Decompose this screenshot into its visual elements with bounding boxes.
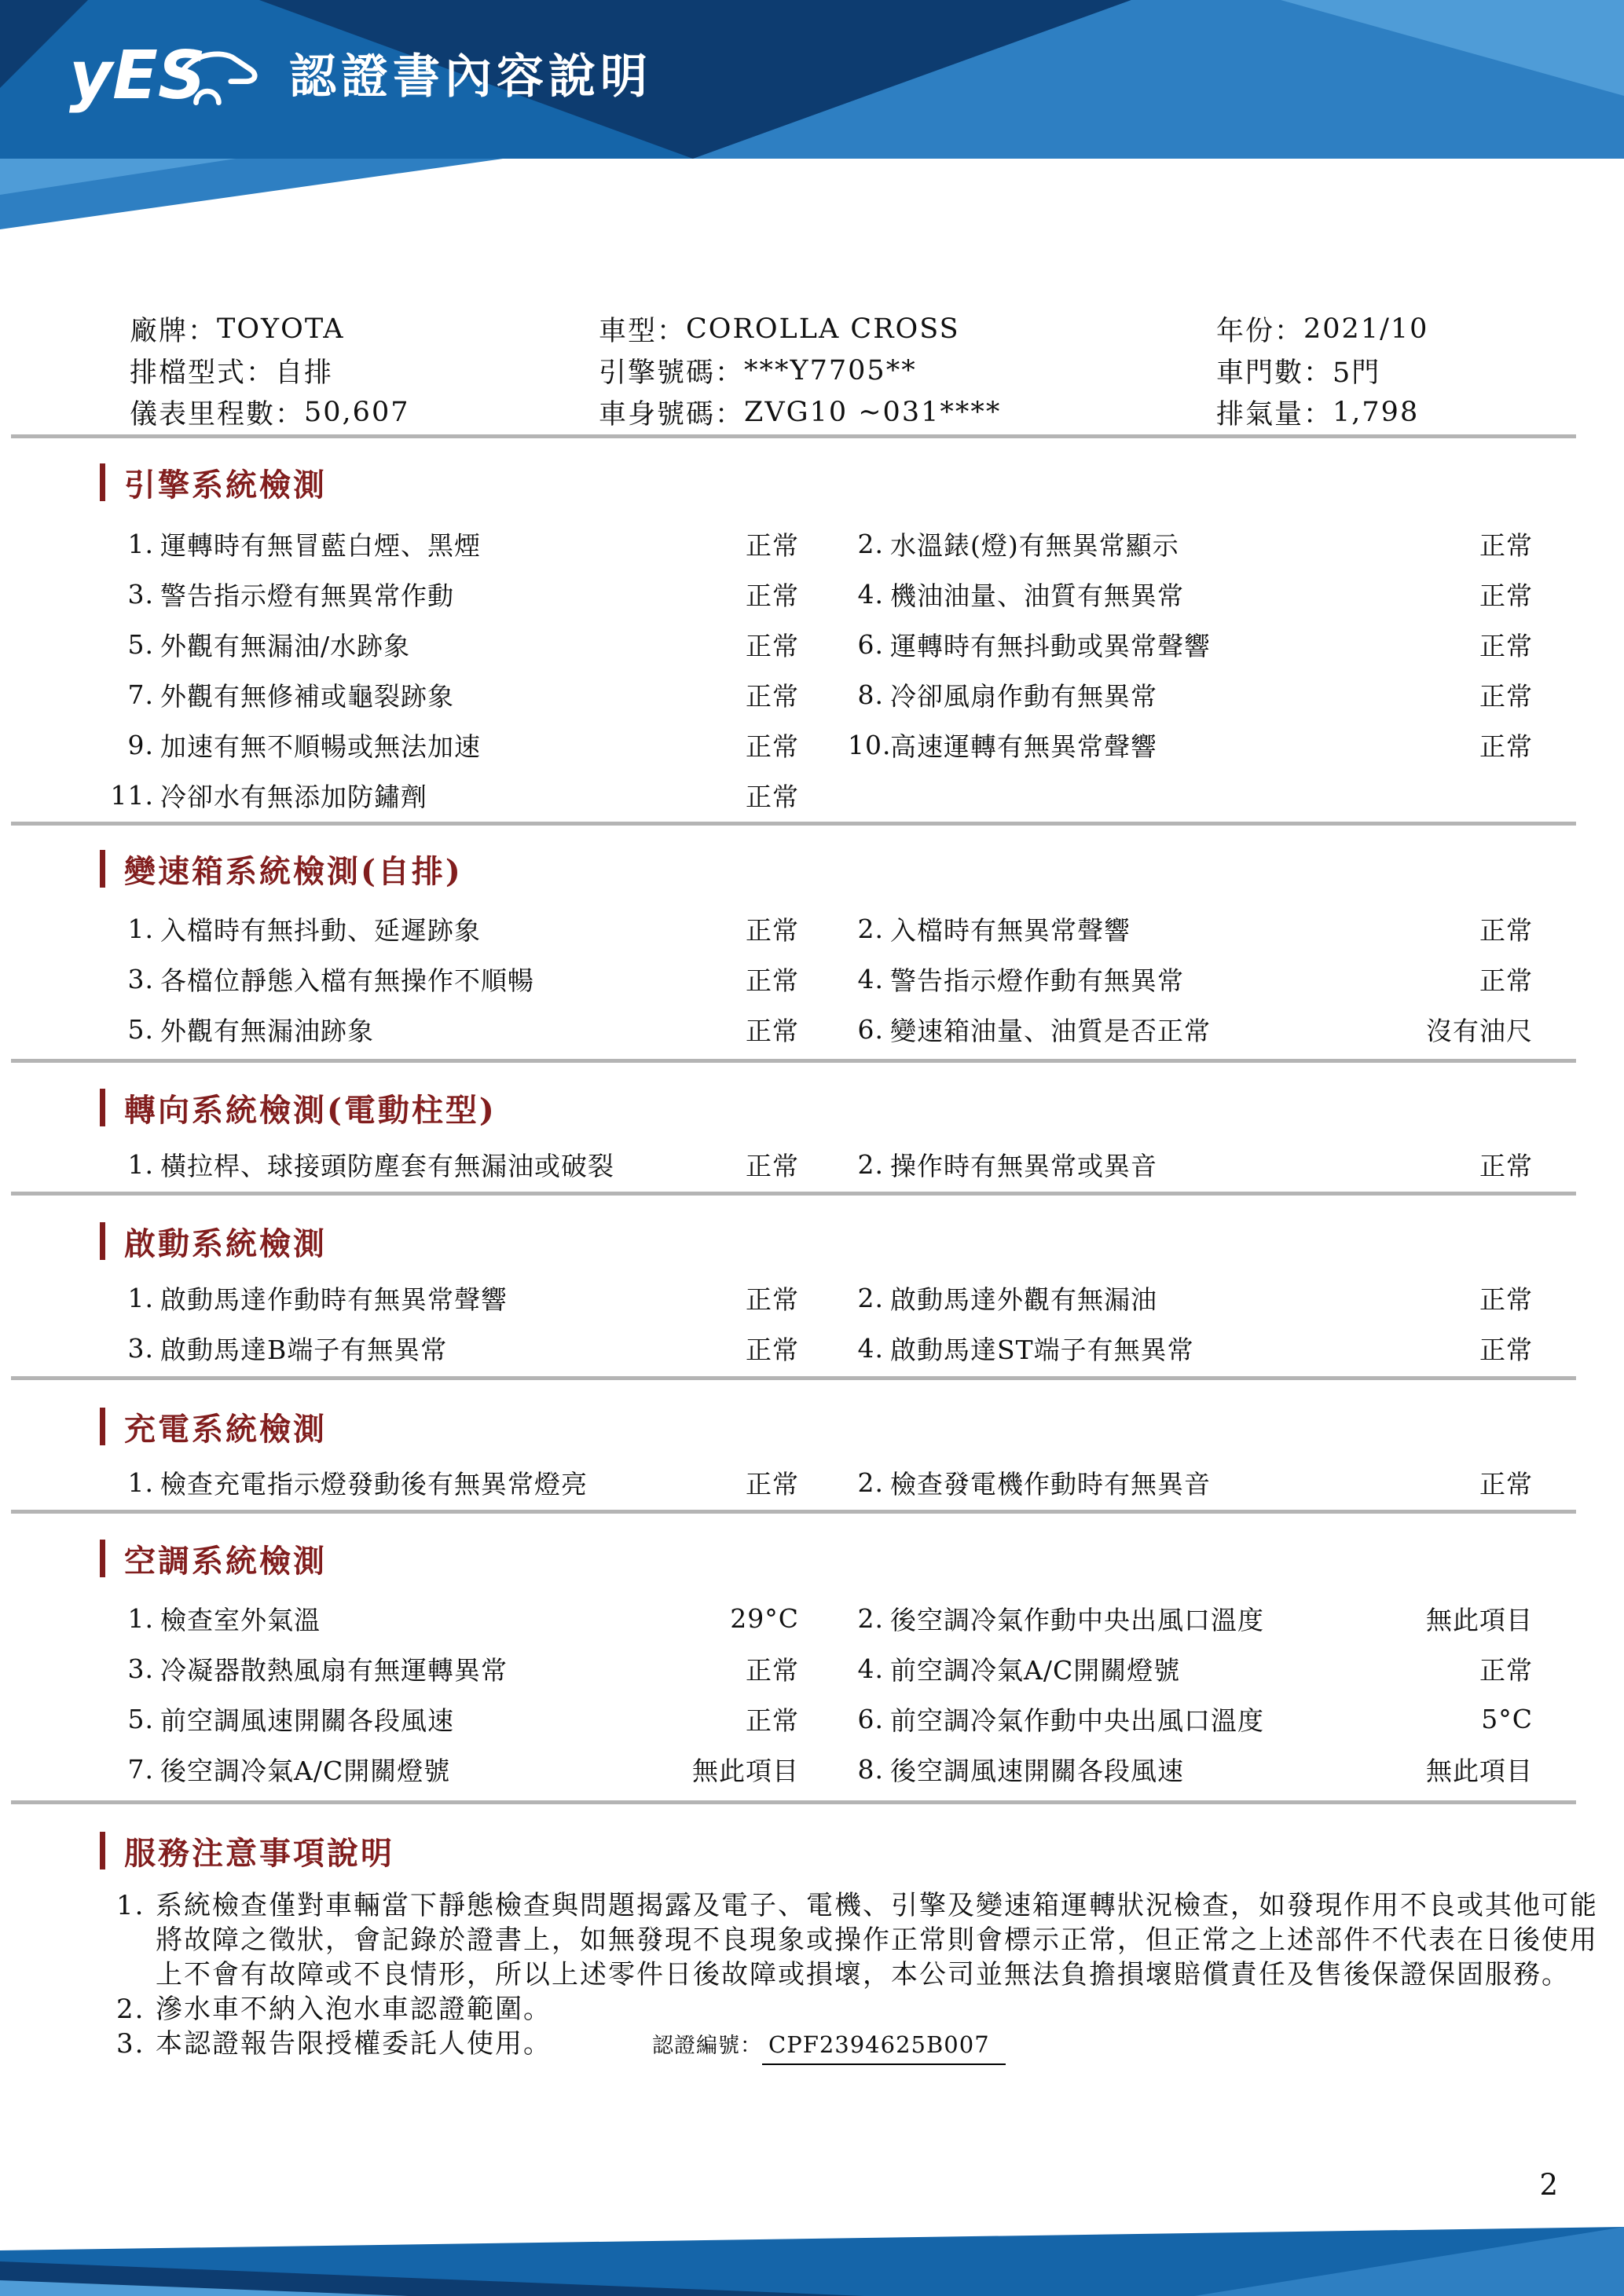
field-label: 車身號碼：: [599, 398, 745, 430]
inspection-item: [813, 1004, 1624, 1054]
inspection-item: [813, 1139, 1624, 1189]
item-label: 橫拉桿、球接頭防塵套有無漏油或破裂: [160, 1150, 614, 1181]
inspection-item: [0, 1593, 813, 1643]
item-label: 前空調冷氣A/C開關燈號: [890, 1654, 1181, 1686]
item-label: 冷卻風扇作動有無異常: [890, 680, 1157, 712]
item-label: 外觀有無修補或龜裂跡象: [160, 680, 454, 712]
inspection-item: [0, 1139, 813, 1189]
inspection-item: [0, 1273, 813, 1323]
item-number: 10.: [848, 729, 892, 760]
item-number: 5.: [127, 1013, 154, 1045]
inspection-item: [813, 1744, 1624, 1794]
item-number: 1.: [127, 1148, 154, 1180]
item-label: 啟動馬達B端子有無異常: [160, 1334, 448, 1365]
vehicle-info-column-3: [1216, 308, 1428, 433]
item-label: 入檔時有無抖動、延遲跡象: [160, 914, 481, 946]
field-label: 車型：: [599, 315, 687, 347]
item-number: 1.: [127, 1602, 154, 1634]
field-label: 排檔型式：: [130, 357, 276, 389]
item-number: 8.: [857, 679, 884, 710]
yes-logo-text: yES: [69, 35, 206, 114]
inspection-item: [0, 1457, 813, 1507]
item-number: 6.: [857, 628, 884, 660]
vehicle-info-field: [599, 308, 1001, 350]
header-banner: [0, 0, 1624, 229]
item-label: 前空調冷氣作動中央出風口溫度: [890, 1705, 1264, 1736]
item-number: 3.: [127, 1653, 154, 1684]
item-number: 2.: [857, 1148, 884, 1180]
item-number: 6.: [857, 1013, 884, 1045]
inspection-item: [813, 518, 1624, 569]
service-note: [116, 2027, 1624, 2065]
item-result: 正常: [746, 529, 799, 561]
footer-banner: [0, 2217, 1624, 2296]
vehicle-info-field: [599, 350, 1001, 391]
section-accent-bar: [100, 1540, 105, 1577]
section-title: 服務注意事項說明: [124, 1834, 394, 1872]
item-number: 11.: [110, 779, 154, 811]
item-result: 正常: [1479, 630, 1533, 661]
section-title: 引擎系統檢測: [124, 466, 327, 504]
item-number: 7.: [127, 1753, 154, 1785]
field-value: 2021/10: [1303, 313, 1429, 345]
item-result: 正常: [1479, 1283, 1533, 1315]
inspection-item: [813, 903, 1624, 954]
note-number: 2.: [116, 1994, 145, 2025]
inspection-section: [0, 463, 1624, 820]
vehicle-info-field: [130, 350, 409, 391]
vehicle-info-field: [1216, 308, 1428, 350]
inspection-item: [813, 720, 1624, 770]
vehicle-info-field: [1216, 391, 1428, 433]
item-result: 正常: [746, 630, 799, 661]
inspection-section: [0, 1408, 1624, 1507]
item-label: 啟動馬達ST端子有無異常: [890, 1334, 1194, 1365]
item-number: 4.: [857, 1332, 884, 1364]
service-notes-list: [0, 1888, 1624, 2065]
field-value: 自排: [275, 357, 334, 389]
item-result: 正常: [746, 1654, 799, 1686]
item-label: 後空調冷氣作動中央出風口溫度: [890, 1604, 1264, 1635]
inspection-item: [0, 669, 813, 720]
item-label: 冷卻水有無添加防鏽劑: [160, 781, 427, 812]
field-label: 排氣量：: [1216, 398, 1333, 430]
note-number: 3.: [116, 2028, 145, 2060]
section-divider: [11, 1800, 1576, 1804]
field-label: 車門數：: [1216, 357, 1333, 389]
item-label: 後空調風速開關各段風速: [890, 1755, 1184, 1786]
item-label: 警告指示燈作動有無異常: [890, 965, 1184, 996]
item-label: 檢查室外氣溫: [160, 1604, 321, 1635]
inspection-item: [0, 1643, 813, 1694]
item-number: 4.: [857, 1653, 884, 1684]
inspection-section: [0, 1222, 1624, 1373]
item-number: 1.: [127, 913, 154, 944]
service-note: [116, 1992, 1624, 2027]
item-number: 8.: [857, 1753, 884, 1785]
inspection-item: [813, 669, 1624, 720]
service-notes-section: [0, 1832, 1624, 2065]
item-label: 高速運轉有無異常聲響: [890, 731, 1157, 762]
inspection-item: [813, 1643, 1624, 1694]
item-number: 5.: [127, 1703, 154, 1734]
item-number: 2.: [857, 528, 884, 559]
item-label: 檢查充電指示燈發動後有無異常燈亮: [160, 1468, 588, 1500]
vehicle-info-field: [130, 308, 409, 350]
item-result: 正常: [746, 580, 799, 611]
field-label: 儀表里程數：: [130, 398, 305, 430]
field-value: 50,607: [304, 396, 410, 428]
item-label: 檢查發電機作動時有無異音: [890, 1468, 1211, 1500]
vehicle-info-field: [599, 391, 1001, 433]
inspection-item: [813, 1593, 1624, 1643]
section-accent-bar: [100, 1089, 105, 1126]
inspection-item: [0, 1744, 813, 1794]
section-title: 啟動系統檢測: [124, 1225, 327, 1262]
item-result: 正常: [746, 1015, 799, 1046]
inspection-items-grid: [0, 1139, 1624, 1189]
item-result: 正常: [746, 1334, 799, 1365]
inspection-item: [0, 720, 813, 770]
item-result: 正常: [1479, 529, 1533, 561]
item-number: 9.: [127, 729, 154, 760]
note-number: 1.: [116, 1890, 145, 1921]
item-label: 啟動馬達外觀有無漏油: [890, 1283, 1157, 1315]
section-divider: [11, 1510, 1576, 1514]
inspection-item: [813, 619, 1624, 669]
section-header: [0, 1408, 1624, 1448]
inspection-section: [0, 1089, 1624, 1189]
item-number: 1.: [127, 1282, 154, 1313]
item-label: 前空調風速開關各段風速: [160, 1705, 454, 1736]
item-label: 運轉時有無冒藍白煙、黑煙: [160, 529, 481, 561]
inspection-item: [813, 1694, 1624, 1744]
inspection-item: [813, 569, 1624, 619]
item-label: 各檔位靜態入檔有無操作不順暢: [160, 965, 534, 996]
item-label: 外觀有無漏油跡象: [160, 1015, 374, 1046]
item-result: 5°C: [1481, 1703, 1533, 1734]
item-number: 1.: [127, 1467, 154, 1498]
inspection-item: [813, 1273, 1624, 1323]
note-text: 滲水車不納入泡水車認證範圍。: [156, 1994, 552, 2025]
item-label: 機油油量、油質有無異常: [890, 580, 1184, 611]
section-accent-bar: [100, 463, 105, 501]
item-number: 5.: [127, 628, 154, 660]
vehicle-info-column-2: [599, 308, 1001, 433]
inspection-item: [0, 619, 813, 669]
section-header: [0, 1222, 1624, 1260]
field-value: 5門: [1333, 357, 1381, 389]
item-number: 6.: [857, 1703, 884, 1734]
inspection-items-grid: [0, 1273, 1624, 1373]
section-divider: [11, 822, 1576, 826]
field-value: ZVG10 ~031****: [744, 396, 1002, 428]
section-title: 轉向系統檢測(電動柱型): [124, 1091, 497, 1129]
item-number: 2.: [857, 1467, 884, 1498]
item-number: 1.: [127, 528, 154, 559]
item-result: 正常: [1479, 1334, 1533, 1365]
inspection-items-grid: [0, 903, 1624, 1054]
section-divider: [11, 1376, 1576, 1380]
item-result: 正常: [746, 914, 799, 946]
section-divider: [11, 1059, 1576, 1063]
item-label: 冷凝器散熱風扇有無運轉異常: [160, 1654, 508, 1686]
note-text: 系統檢查僅對車輛當下靜態檢查與問題揭露及電子、電機、引擎及變速箱運轉狀況檢查，如發現作用不良或其他可能將故障之徵狀，會記錄於證書上，如無發現不良現象或操作正常則會標示正常，但正常之上述部件不代表在日後使用上不會有故障或不良情形，所以上述零件日後故障或損壞，本公司並無法負擔損壞賠償責任及售後保證保固服務。: [156, 1890, 1598, 1990]
item-label: 外觀有無漏油/水跡象: [160, 630, 411, 661]
item-result: 正常: [1479, 580, 1533, 611]
item-number: 4.: [857, 963, 884, 994]
field-value: TOYOTA: [217, 313, 345, 345]
inspection-item: [0, 1004, 813, 1054]
item-result: 正常: [1479, 965, 1533, 996]
field-label: 引擎號碼：: [599, 357, 745, 389]
inspection-item: [0, 954, 813, 1004]
item-number: 2.: [857, 913, 884, 944]
field-label: 年份：: [1216, 315, 1304, 347]
certificate-number-label: 認證編號：: [652, 2034, 762, 2058]
item-result: 正常: [746, 1150, 799, 1181]
item-result: 正常: [1479, 914, 1533, 946]
section-header: [0, 1089, 1624, 1129]
inspection-item: [0, 770, 813, 820]
footer-background-shapes: [0, 2217, 1624, 2296]
field-value: ***Y7705**: [744, 354, 917, 386]
item-label: 加速有無不順暢或無法加速: [160, 731, 481, 762]
item-result: 無此項目: [692, 1755, 799, 1786]
vehicle-info-field: [130, 391, 409, 433]
inspection-item: [813, 1457, 1624, 1507]
inspection-item: [0, 903, 813, 954]
item-result: 正常: [746, 1705, 799, 1736]
vehicle-info-field: [1216, 350, 1428, 391]
item-label: 變速箱油量、油質是否正常: [890, 1015, 1211, 1046]
item-result: 無此項目: [1426, 1755, 1533, 1786]
field-value: COROLLA CROSS: [686, 313, 960, 345]
item-label: 水溫錶(燈)有無異常顯示: [890, 529, 1179, 561]
section-title: 充電系統檢測: [124, 1410, 327, 1448]
page-title: 認證書內容說明: [289, 49, 652, 104]
inspection-items-grid: [0, 1593, 1624, 1794]
item-result: 正常: [1479, 1150, 1533, 1181]
page-number: 2: [1539, 2168, 1558, 2202]
item-result: 正常: [746, 731, 799, 762]
item-result: 正常: [746, 680, 799, 712]
item-number: 3.: [127, 1332, 154, 1364]
section-accent-bar: [100, 850, 105, 888]
section-title: 變速箱系統檢測(自排): [124, 852, 463, 890]
item-result: 29°C: [730, 1602, 799, 1634]
item-number: 2.: [857, 1282, 884, 1313]
item-result: 正常: [1479, 680, 1533, 712]
item-result: 沒有油尺: [1426, 1015, 1533, 1046]
certificate-number: CPF2394625B007: [762, 2027, 1006, 2065]
inspection-item: [813, 954, 1624, 1004]
vehicle-info-column-1: [130, 308, 409, 433]
item-number: 3.: [127, 963, 154, 994]
inspection-section: [0, 850, 1624, 1054]
section-accent-bar: [100, 1408, 105, 1445]
inspection-section: [0, 1540, 1624, 1794]
item-result: 正常: [746, 965, 799, 996]
section-divider: [11, 434, 1576, 438]
item-number: 3.: [127, 578, 154, 610]
section-accent-bar: [100, 1832, 105, 1869]
item-result: 正常: [1479, 731, 1533, 762]
inspection-item: [0, 1323, 813, 1373]
inspection-items-grid: [0, 1457, 1624, 1507]
item-result: 正常: [1479, 1468, 1533, 1500]
section-title: 空調系統檢測: [124, 1542, 327, 1580]
item-label: 警告指示燈有無異常作動: [160, 580, 454, 611]
section-accent-bar: [100, 1222, 105, 1260]
field-label: 廠牌：: [130, 315, 218, 347]
section-header: [0, 850, 1624, 888]
note-text: 本認證報告限授權委託人使用。: [156, 2028, 552, 2060]
item-label: 後空調冷氣A/C開關燈號: [160, 1755, 451, 1786]
section-divider: [11, 1192, 1576, 1196]
item-number: 2.: [857, 1602, 884, 1634]
yes-logo: [69, 31, 266, 118]
inspection-item: [0, 518, 813, 569]
item-number: 4.: [857, 578, 884, 610]
inspection-items-grid: [0, 518, 1624, 820]
service-note: [116, 1888, 1624, 1992]
item-number: 7.: [127, 679, 154, 710]
item-label: 運轉時有無抖動或異常聲響: [890, 630, 1211, 661]
section-header: [0, 1540, 1624, 1580]
item-result: 正常: [1479, 1654, 1533, 1686]
field-value: 1,798: [1333, 396, 1420, 428]
section-header: [0, 1832, 1624, 1872]
section-header: [0, 463, 1624, 504]
inspection-item: [0, 569, 813, 619]
item-result: 正常: [746, 1283, 799, 1315]
item-label: 入檔時有無異常聲響: [890, 914, 1131, 946]
inspection-item: [813, 1323, 1624, 1373]
item-result: 正常: [746, 781, 799, 812]
item-label: 操作時有無異常或異音: [890, 1150, 1157, 1181]
item-label: 啟動馬達作動時有無異常聲響: [160, 1283, 508, 1315]
item-result: 無此項目: [1426, 1604, 1533, 1635]
item-result: 正常: [746, 1468, 799, 1500]
inspection-item: [0, 1694, 813, 1744]
